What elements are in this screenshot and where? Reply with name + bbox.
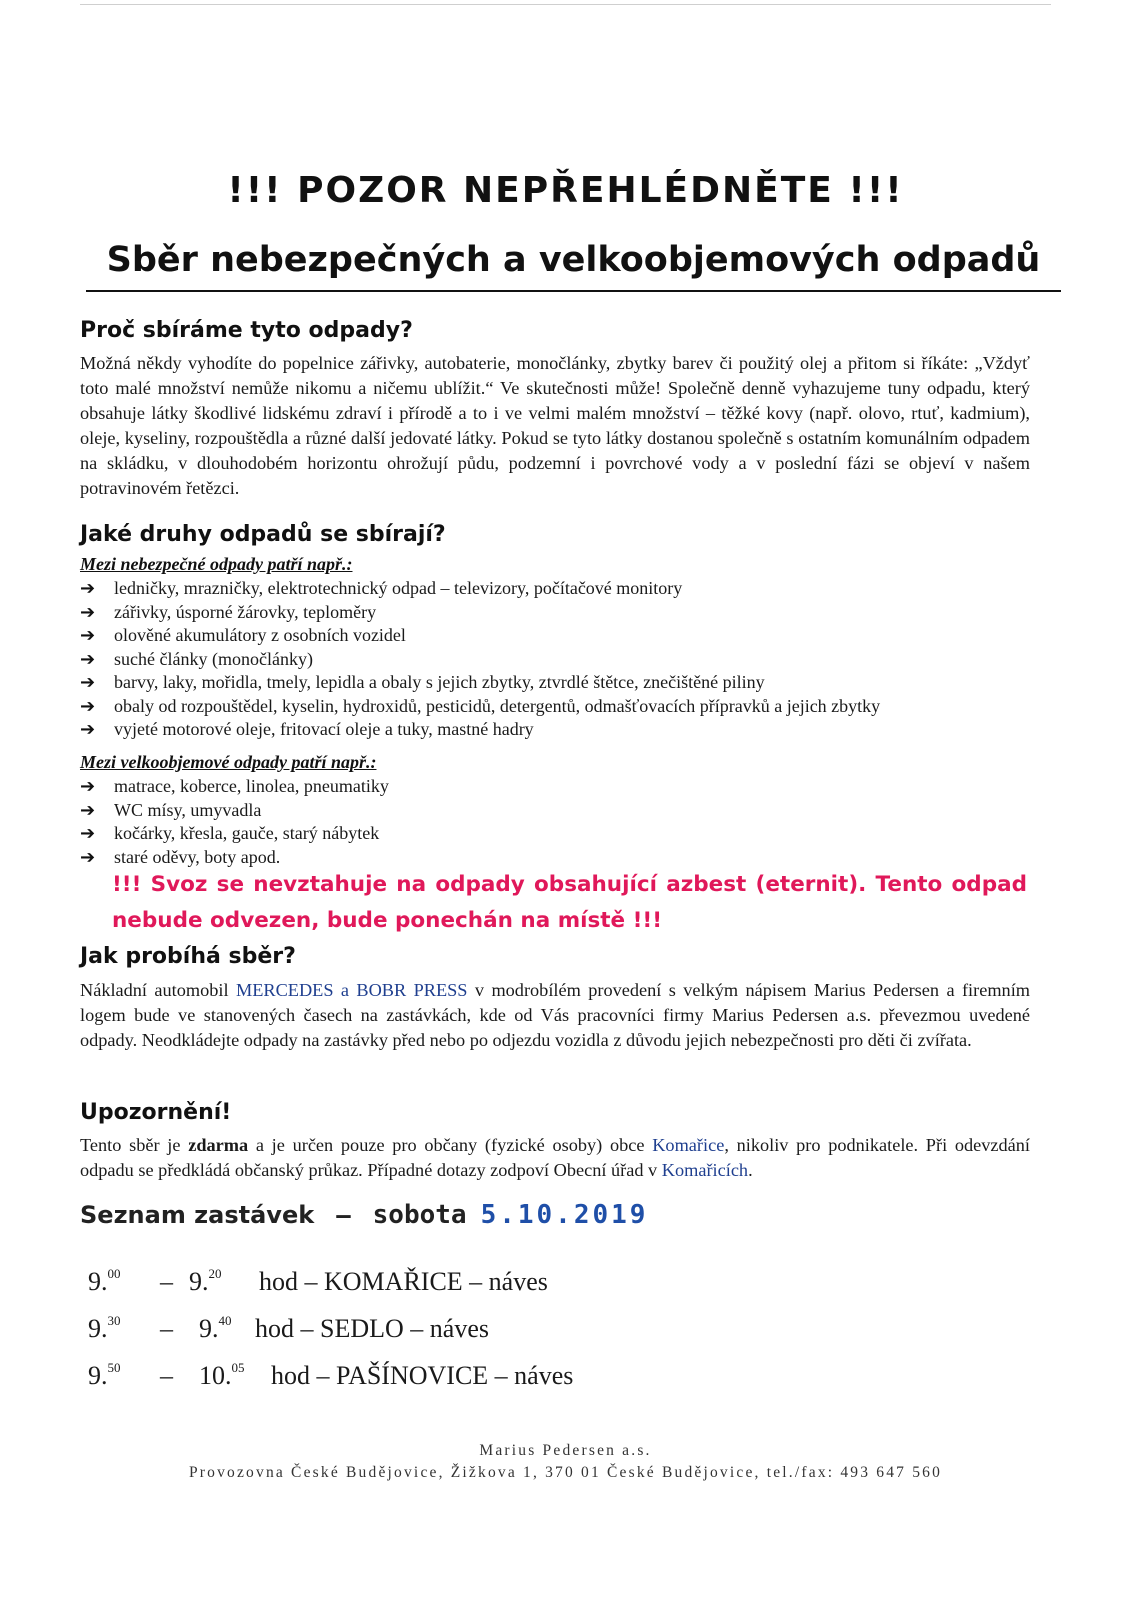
list-item: ➔ olověné akumulátory z osobních vozidel: [80, 625, 406, 647]
stop-place: hod – SEDLO – náves: [255, 1314, 489, 1343]
notice-paragraph: Tento sběr je zdarma a je určen pouze pro občany (fyzické osoby) obce Komařice, nikoliv pro podnikatele. Při odevzdání odpadu se předkládá občanský průkaz. Případné dotazy zodpoví Obecní úřad v Komařicích.: [80, 1135, 1030, 1180]
schedule-date: 5.10.2019: [480, 1200, 649, 1230]
list-item: ➔ zářivky, úsporné žárovky, teploměry: [80, 601, 377, 623]
bulky-list: [80, 775, 389, 869]
arrow-right-icon: ➔: [80, 648, 96, 670]
list-item: ➔ suché články (monočlánky): [80, 648, 313, 670]
page-subtitle: Sběr nebezpečných a velkoobjemových odpadů: [106, 240, 1041, 280]
footer-company: Marius Pedersen a.s.: [479, 1442, 652, 1459]
list-item: ➔ vyjeté motorové oleje, fritovací oleje a tuky, mastné hadry: [80, 719, 534, 741]
arrow-right-icon: ➔: [80, 625, 96, 647]
arrow-right-icon: ➔: [80, 776, 96, 798]
notice-heading: Upozornění!: [80, 1100, 232, 1125]
types-heading: Jaké druhy odpadů se sbírají?: [80, 522, 446, 547]
arrow-right-icon: ➔: [80, 799, 96, 821]
subtitle-underline: [86, 290, 1061, 292]
arrow-right-icon: ➔: [80, 672, 96, 694]
vehicle-name: MERCEDES a BOBR PRESS: [235, 980, 468, 1000]
schedule-heading: [80, 1200, 648, 1230]
why-heading: Proč sbíráme tyto odpady?: [80, 318, 413, 343]
arrow-right-icon: ➔: [80, 695, 96, 717]
list-item: ➔ kočárky, křesla, gauče, starý nábytek: [80, 823, 380, 845]
why-paragraph: Možná někdy vyhodíte do popelnice zářivky, autobaterie, monočlánky, zbytky barev či použitý olej a přitom si říkáte: „Vždyť toto malé množství nemůže nikomu a ničemu ublížit.“ Ve skutečnosti může! Společně denně vyhazujeme tuny odpadu, který obsahuje látky škodlivé lidskému zdraví i přírodě a to i ve velmi malém množství – těžké kovy (např. olovo, rtuť, kadmium), oleje, kyseliny, rozpouštědla a různé další jedovaté látky. Pokud se tyto látky dostanou společně s ostatním komunálním odpadem na skládku, v dlouhodobém horizontu ohrožují půdu, podzemní i povrchové vody a v poslední fázi se objeví v našem potravinovém řetězci.: [80, 353, 1030, 498]
stop-row: 9.50 – 10.05 hod – PAŠÍNOVICE – náves: [88, 1360, 574, 1390]
stop-place: hod – KOMAŘICE – náves: [259, 1267, 548, 1296]
schedule-dash: –: [336, 1201, 351, 1229]
town-name: Komařice: [652, 1135, 725, 1155]
arrow-right-icon: ➔: [80, 578, 96, 600]
list-item: ➔ obaly od rozpouštědel, kyselin, hydroxidů, pesticidů, detergentů, odmašťovacích přípravků a jejich zbytky: [80, 695, 881, 717]
arrow-right-icon: ➔: [80, 601, 96, 623]
list-item: ➔ barvy, laky, mořidla, tmely, lepidla a obaly s jejich zbytky, ztvrdlé štětce, znečištěné piliny: [80, 672, 765, 694]
footer-address: Provozovna České Budějovice, Žižkova 1, 370 01 České Budějovice, tel./fax: 493 647 560: [188, 1464, 943, 1481]
page-title: !!! POZOR NEPŘEHLÉDNĚTE !!!: [227, 170, 904, 211]
stop-row: 9.00 – 9.20 hod – KOMAŘICE – náves: [88, 1266, 548, 1296]
arrow-right-icon: ➔: [80, 846, 96, 868]
bulky-label: Mezi velkoobjemové odpady patří např.:: [80, 752, 377, 772]
list-item: ➔ staré oděvy, boty apod.: [80, 846, 281, 868]
how-heading: Jak probíhá sběr?: [80, 944, 296, 969]
arrow-right-icon: ➔: [80, 719, 96, 741]
list-item: ➔ ledničky, mrazničky, elektrotechnický odpad – televizory, počítačové monitory: [80, 578, 683, 600]
how-paragraph: Nákladní automobil MERCEDES a BOBR PRESS v modrobílém provedení s velkým nápisem Marius Pedersen a firemním logem bude ve stanovených časech na zastávkách, kde od Vás pracovníci firmy Marius Pedersen a.s. převezmou uvedené odpady. Neodkládejte odpady na zastávky před nebo po odjezdu vozidla z důvodu jejich nebezpečnosti pro děti či zvířata.: [80, 980, 1030, 1050]
town-name-locative: Komařicích: [661, 1160, 749, 1180]
list-item: ➔ matrace, koberce, linolea, pneumatiky: [80, 776, 389, 798]
arrow-right-icon: ➔: [80, 823, 96, 845]
list-item: ➔ WC mísy, umyvadla: [80, 799, 262, 821]
hazardous-label: Mezi nebezpečné odpady patří např.:: [80, 554, 353, 574]
schedule-day: sobota: [372, 1200, 467, 1230]
hazardous-list: [80, 577, 880, 742]
stop-place: hod – PAŠÍNOVICE – náves: [271, 1361, 574, 1390]
schedule-label: Seznam zastávek: [80, 1201, 315, 1229]
free-label: zdarma: [188, 1135, 249, 1155]
top-edge-line: [80, 4, 1051, 5]
stop-row: 9.30 – 9.40 hod – SEDLO – náves: [88, 1313, 489, 1343]
asbestos-warning: !!! Svoz se nevztahuje na odpady obsahující azbest (eternit). Tento odpad nebude odvezen, bude ponechán na místě !!!: [112, 872, 1027, 933]
